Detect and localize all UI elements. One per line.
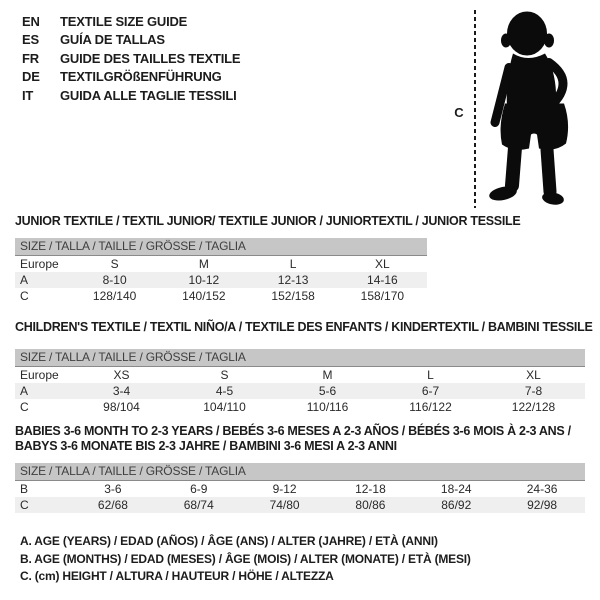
size-cell: L: [427, 368, 434, 382]
table-row: [15, 367, 585, 383]
language-title: GUÍA DE TALLAS: [60, 32, 165, 48]
row-label: C: [20, 498, 29, 512]
height-measure-label: C: [454, 105, 464, 120]
language-title: TEXTILE SIZE GUIDE: [60, 14, 188, 29]
junior-size-table: [15, 214, 521, 304]
size-cell: M: [322, 368, 333, 382]
table-title: CHILDREN'S TEXTILE / TEXTIL NIÑO/A / TEXTILE DES ENFANTS / KINDERTEXTIL / BAMBINI TESSILE: [15, 320, 593, 334]
age-cell: 24-36: [526, 482, 558, 496]
table-row: [15, 497, 585, 513]
size-cell: S: [220, 368, 229, 382]
size-cell: XL: [375, 257, 390, 271]
table-title: JUNIOR TEXTILE / TEXTIL JUNIOR/ TEXTILE JUNIOR / JUNIORTEXTIL / JUNIOR TESSILE: [15, 214, 521, 228]
language-code: FR: [22, 50, 39, 66]
language-legend: [22, 13, 240, 105]
height-cell: 122/128: [511, 400, 556, 414]
size-header-bar: SIZE / TALLA / TAILLE / GRÖSSE / TAGLIA: [15, 238, 427, 256]
row-label: Europe: [20, 257, 59, 271]
children-size-table: [15, 320, 593, 415]
row-label: B: [20, 482, 29, 496]
height-cell: 110/116: [306, 400, 349, 414]
age-cell: 3-4: [112, 384, 131, 398]
height-cell: 74/80: [269, 498, 300, 512]
language-code: ES: [22, 32, 39, 48]
language-row-de: [22, 68, 240, 86]
footnote-c: C. (cm) HEIGHT / ALTURA / HAUTEUR / HÖHE / ALTEZZA: [20, 569, 334, 583]
size-cell: XS: [113, 368, 130, 382]
age-cell: 14-16: [367, 273, 398, 287]
height-cell: 80/86: [355, 498, 386, 512]
height-cell: 68/74: [183, 498, 214, 512]
footnote-b: B. AGE (MONTHS) / EDAD (MESES) / ÂGE (MOIS) / ALTER (MONATE) / ETÀ (MESI): [20, 551, 471, 566]
age-cell: 9-12: [272, 482, 297, 496]
age-cell: 12-18: [355, 482, 386, 496]
row-label: C: [20, 400, 29, 414]
table-title-line2: BABYS 3-6 MONATE BIS 2-3 JAHRE / BAMBINI 3-6 MESI A 2-3 ANNI: [15, 439, 397, 453]
table-row: [15, 272, 427, 288]
row-label: C: [20, 289, 29, 303]
size-header-bar: SIZE / TALLA / TAILLE / GRÖSSE / TAGLIA: [15, 463, 585, 481]
table-row: [15, 399, 585, 415]
age-cell: 3-6: [104, 482, 122, 496]
table-row: [15, 256, 427, 272]
language-row-es: [22, 31, 240, 49]
height-cell: 62/68: [97, 498, 128, 512]
table-row: [15, 288, 427, 304]
height-cell: 104/110: [203, 400, 246, 414]
language-title: GUIDA ALLE TAGLIE TESSILI: [60, 87, 237, 103]
height-cell: 86/92: [441, 498, 472, 512]
row-label: A: [20, 273, 29, 287]
language-code: DE: [22, 69, 40, 85]
size-cell: S: [110, 257, 119, 271]
language-code: EN: [22, 14, 40, 29]
language-title: GUIDE DES TAILLES TEXTILE: [60, 50, 241, 66]
age-cell: 5-6: [318, 384, 337, 398]
table-title-line1: BABIES 3-6 MONTH TO 2-3 YEARS / BEBÉS 3-6 MESES A 2-3 AÑOS / BÉBÉS 3-6 MOIS À 2-3 ANS /: [15, 424, 571, 438]
height-cell: 98/104: [103, 400, 140, 414]
size-cell: M: [198, 257, 209, 271]
footnotes: [20, 533, 471, 586]
age-cell: 6-9: [190, 482, 208, 496]
footnote-a: A. AGE (YEARS) / EDAD (AÑOS) / ÂGE (ANS) / ALTER (JAHRE) / ETÀ (ANNI): [20, 534, 438, 548]
age-cell: 7-8: [524, 384, 543, 398]
baby-silhouette-icon: [487, 5, 587, 210]
height-cell: 116/122: [409, 400, 452, 414]
height-cell: 128/140: [92, 289, 137, 303]
age-cell: 8-10: [102, 273, 127, 287]
babies-size-table: [15, 424, 585, 513]
age-cell: 6-7: [421, 384, 440, 398]
table-row: [15, 481, 585, 497]
table-row: [15, 383, 585, 399]
height-cell: 152/158: [271, 289, 315, 303]
language-row-fr: [22, 50, 240, 68]
height-cell: 158/170: [360, 289, 405, 303]
row-label: A: [20, 384, 29, 398]
age-cell: 10-12: [188, 273, 220, 287]
age-cell: 18-24: [440, 482, 472, 496]
language-row-en: [22, 13, 240, 31]
language-title: TEXTILGRÖßENFÜHRUNG: [60, 69, 222, 85]
language-code: IT: [22, 87, 34, 103]
language-row-it: [22, 87, 240, 105]
size-cell: L: [289, 257, 297, 271]
size-header-bar: SIZE / TALLA / TAILLE / GRÖSSE / TAGLIA: [15, 349, 585, 367]
age-cell: 12-13: [277, 273, 309, 287]
size-cell: XL: [526, 368, 541, 382]
height-cell: 140/152: [182, 289, 226, 303]
height-cell: 92/98: [527, 498, 558, 512]
height-dashed-line: [474, 10, 476, 208]
age-cell: 4-5: [215, 384, 234, 398]
row-label: Europe: [20, 368, 59, 382]
